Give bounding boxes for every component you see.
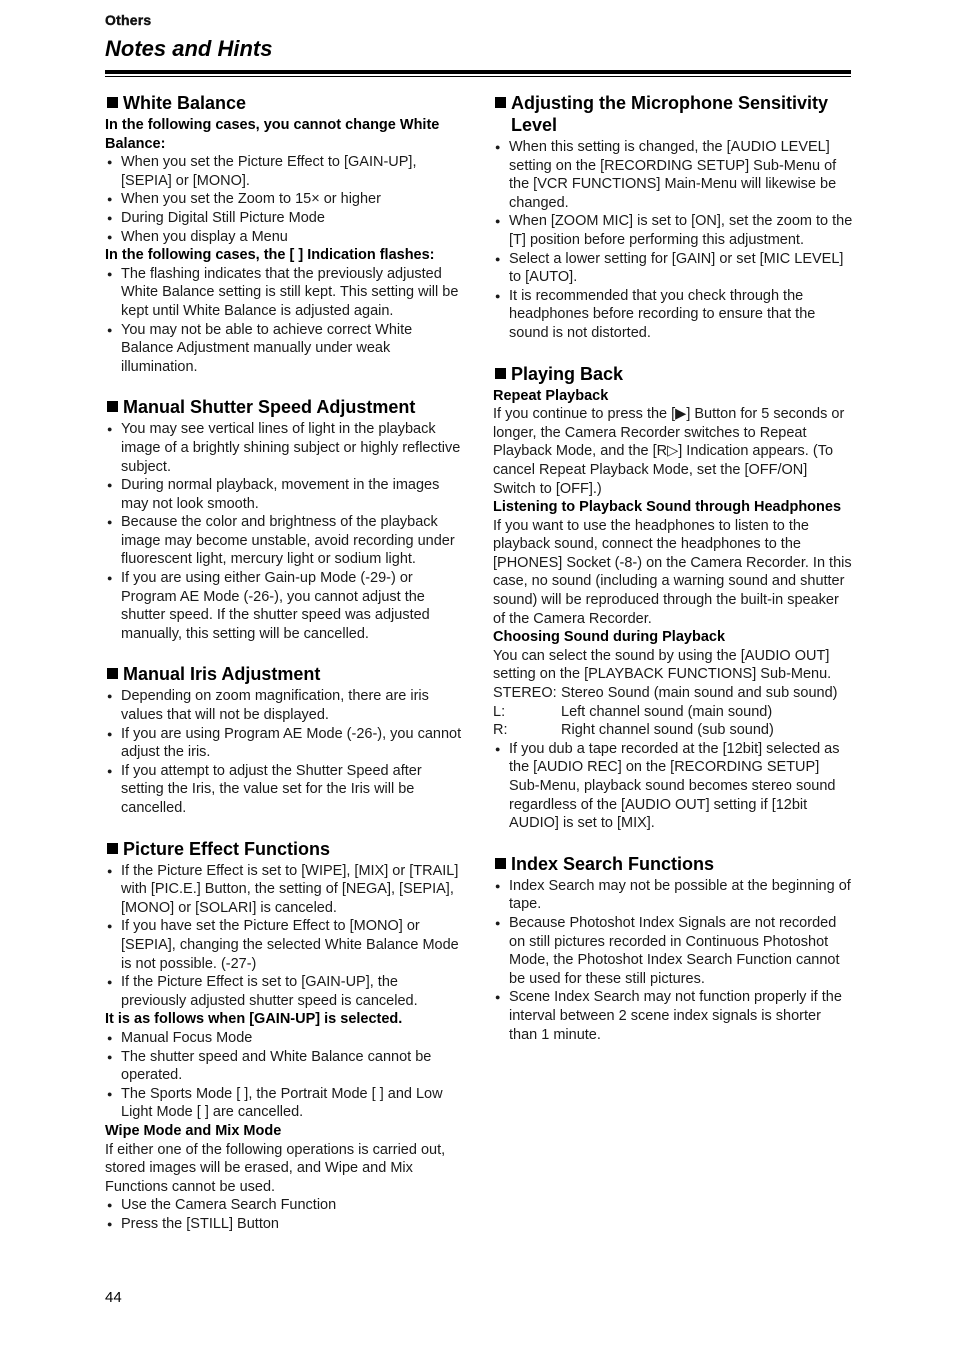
audio-option-row (493, 721, 853, 740)
paragraph: If you want to use the headphones to listen to the playback sound, connect the headphones to the [PHONES] Socket (-8-) on the Camera Recorder. In this case, no sound (including a warning sound and shutter sound) will be reproduced through the built-in speaker of the Camera Recorder. (493, 517, 852, 627)
audio-option-row (493, 684, 853, 703)
section-heading: White Balance (105, 92, 467, 114)
option-desc: Left channel sound (main sound) (561, 703, 773, 720)
option-key: STEREO: (493, 685, 557, 702)
section-shutter (105, 396, 467, 643)
audio-option-row (493, 703, 853, 722)
list-item: ● If you are using Program AE Mode (-26-), you cannot adjust the iris. (105, 725, 467, 762)
list-item: ● Scene Index Search may not function properly if the interval between 2 scene index signals is shorter than 1 minute. (493, 988, 853, 1044)
paragraph: You can select the sound by using the [AUDIO OUT] setting on the [PLAYBACK FUNCTIONS] Sub-Menu. (493, 647, 832, 683)
page-number: 44 (105, 1289, 122, 1306)
subheading: Repeat Playback (493, 387, 609, 404)
section-heading: Adjusting the Microphone Sensitivity Level (493, 92, 853, 136)
option-desc: Stereo Sound (main sound and sub sound) (561, 685, 838, 702)
list-item: ● Index Search may not be possible at the beginning of tape. (493, 877, 853, 914)
list-item: ● If you attempt to adjust the Shutter Speed after setting the Iris, the value set for the Iris will be cancelled. (105, 762, 467, 818)
option-key: R: (493, 722, 508, 739)
list-item: ● Depending on zoom magnification, there are iris values that will not be displayed. (105, 687, 467, 724)
list-item: ● The Sports Mode [ ], the Portrait Mode [ ] and Low Light Mode [ ] are cancelled. (105, 1085, 467, 1122)
list-item: ● Because Photoshot Index Signals are not recorded on still pictures recorded in Continuous Photoshot Mode, the Photoshot Index Search Function cannot be used for these still pictures. (493, 914, 853, 988)
section-heading: Manual Iris Adjustment (105, 663, 467, 685)
list-item: ● When you set the Picture Effect to [GAIN-UP], [SEPIA] or [MONO]. (105, 153, 467, 190)
section-white-balance (105, 92, 467, 376)
list-item: ● If the Picture Effect is set to [WIPE], [MIX] or [TRAIL] with [PIC.E.] Button, the setting of [NEGA], [SEPIA], [MONO] or [SOLARI] is canceled. (105, 862, 467, 918)
subheading: In the following cases, the [ ] Indication flashes: (105, 247, 435, 264)
list-item: ● Because the color and brightness of the playback image may become unstable, avoid recording under fluorescent light, mercury light or sodium light. (105, 513, 467, 569)
section-index-search (493, 853, 853, 1044)
list-item: ● When [ZOOM MIC] is set to [ON], set the zoom to the [T] position before performing this adjustment. (493, 212, 853, 249)
list-item: ● During Digital Still Picture Mode (105, 209, 467, 228)
section-heading: Index Search Functions (493, 853, 853, 875)
subheading: In the following cases, you cannot change White Balance: (105, 117, 440, 152)
left-column (105, 92, 467, 1253)
subheading: Wipe Mode and Mix Mode (105, 1122, 282, 1139)
list-item: ● You may see vertical lines of light in the playback image of a brightly shining subject or highly reflective subject. (105, 420, 467, 476)
section-heading: Picture Effect Functions (105, 838, 467, 860)
option-desc: Right channel sound (sub sound) (561, 722, 774, 739)
list-item: ● It is recommended that you check through the headphones before recording to ensure that the sound is not distorted. (493, 287, 853, 343)
list-item: ● The flashing indicates that the previously adjusted White Balance setting is still kept. This setting will be kept until White Balance is adjusted again. (105, 265, 467, 321)
title-rule (105, 70, 851, 74)
section-heading: Playing Back (493, 363, 853, 385)
section-playback (493, 363, 853, 833)
list-item: ● During normal playback, movement in the images may not look smooth. (105, 476, 467, 513)
list-item: ● If you are using either Gain-up Mode (-29-) or Program AE Mode (-26-), you cannot adjust the shutter speed. If the shutter speed was adjusted manually, this setting will be cancelled. (105, 569, 467, 643)
subheading: Listening to Playback Sound through Headphones (493, 499, 842, 516)
list-item: ● Select a lower setting for [GAIN] or set [MIC LEVEL] to [AUTO]. (493, 250, 853, 287)
page-title: Notes and Hints (105, 36, 273, 61)
section-heading: Manual Shutter Speed Adjustment (105, 396, 467, 418)
paragraph: If you continue to press the [▶] Button for 5 seconds or longer, the Camera Recorder switches to Repeat Playback Mode, and the [R▷] Indication appears. (To cancel Repeat Playback Mode, set the [OFF/ON] Switch to [OFF].) (493, 406, 845, 497)
section-picture-effect (105, 838, 467, 1234)
list-item: ● When you display a Menu (105, 228, 467, 247)
paragraph: If either one of the following operations is carried out, stored images will be erased, and Wipe and Mix Functions cannot be used. (105, 1141, 446, 1195)
list-item: ● The shutter speed and White Balance cannot be operated. (105, 1048, 467, 1085)
list-item: ● Press the [STILL] Button (105, 1215, 467, 1234)
option-key: L: (493, 703, 506, 720)
section-microphone (493, 92, 853, 343)
subheading: It is as follows when [GAIN-UP] is selected. (105, 1011, 403, 1028)
list-item: ● If the Picture Effect is set to [GAIN-UP], the previously adjusted shutter speed is canceled. (105, 973, 467, 1010)
title-rule-thin (105, 76, 851, 77)
right-column (493, 92, 853, 1064)
list-item: ● When this setting is changed, the [AUDIO LEVEL] setting on the [RECORDING SETUP] Sub-Menu of the [VCR FUNCTIONS] Main-Menu will likewise be changed. (493, 138, 853, 212)
subheading: Choosing Sound during Playback (493, 629, 726, 646)
list-item: ● Use the Camera Search Function (105, 1196, 467, 1215)
list-item: ● Manual Focus Mode (105, 1029, 467, 1048)
list-item: ● If you dub a tape recorded at the [12bit] selected as the [AUDIO REC] on the [RECORDING SETUP] Sub-Menu, playback sound becomes stereo sound regardless of the [AUDIO OUT] setting if [12bit AUDIO] is set to [MIX]. (493, 740, 853, 833)
list-item: ● When you set the Zoom to 15× or higher (105, 190, 467, 209)
section-iris (105, 663, 467, 817)
list-item: ● You may not be able to achieve correct White Balance Adjustment manually under weak illumination. (105, 321, 467, 377)
list-item: ● If you have set the Picture Effect to [MONO] or [SEPIA], changing the selected White Balance Mode is not possible. (-27-) (105, 917, 467, 973)
section-tag: Others (105, 12, 152, 28)
